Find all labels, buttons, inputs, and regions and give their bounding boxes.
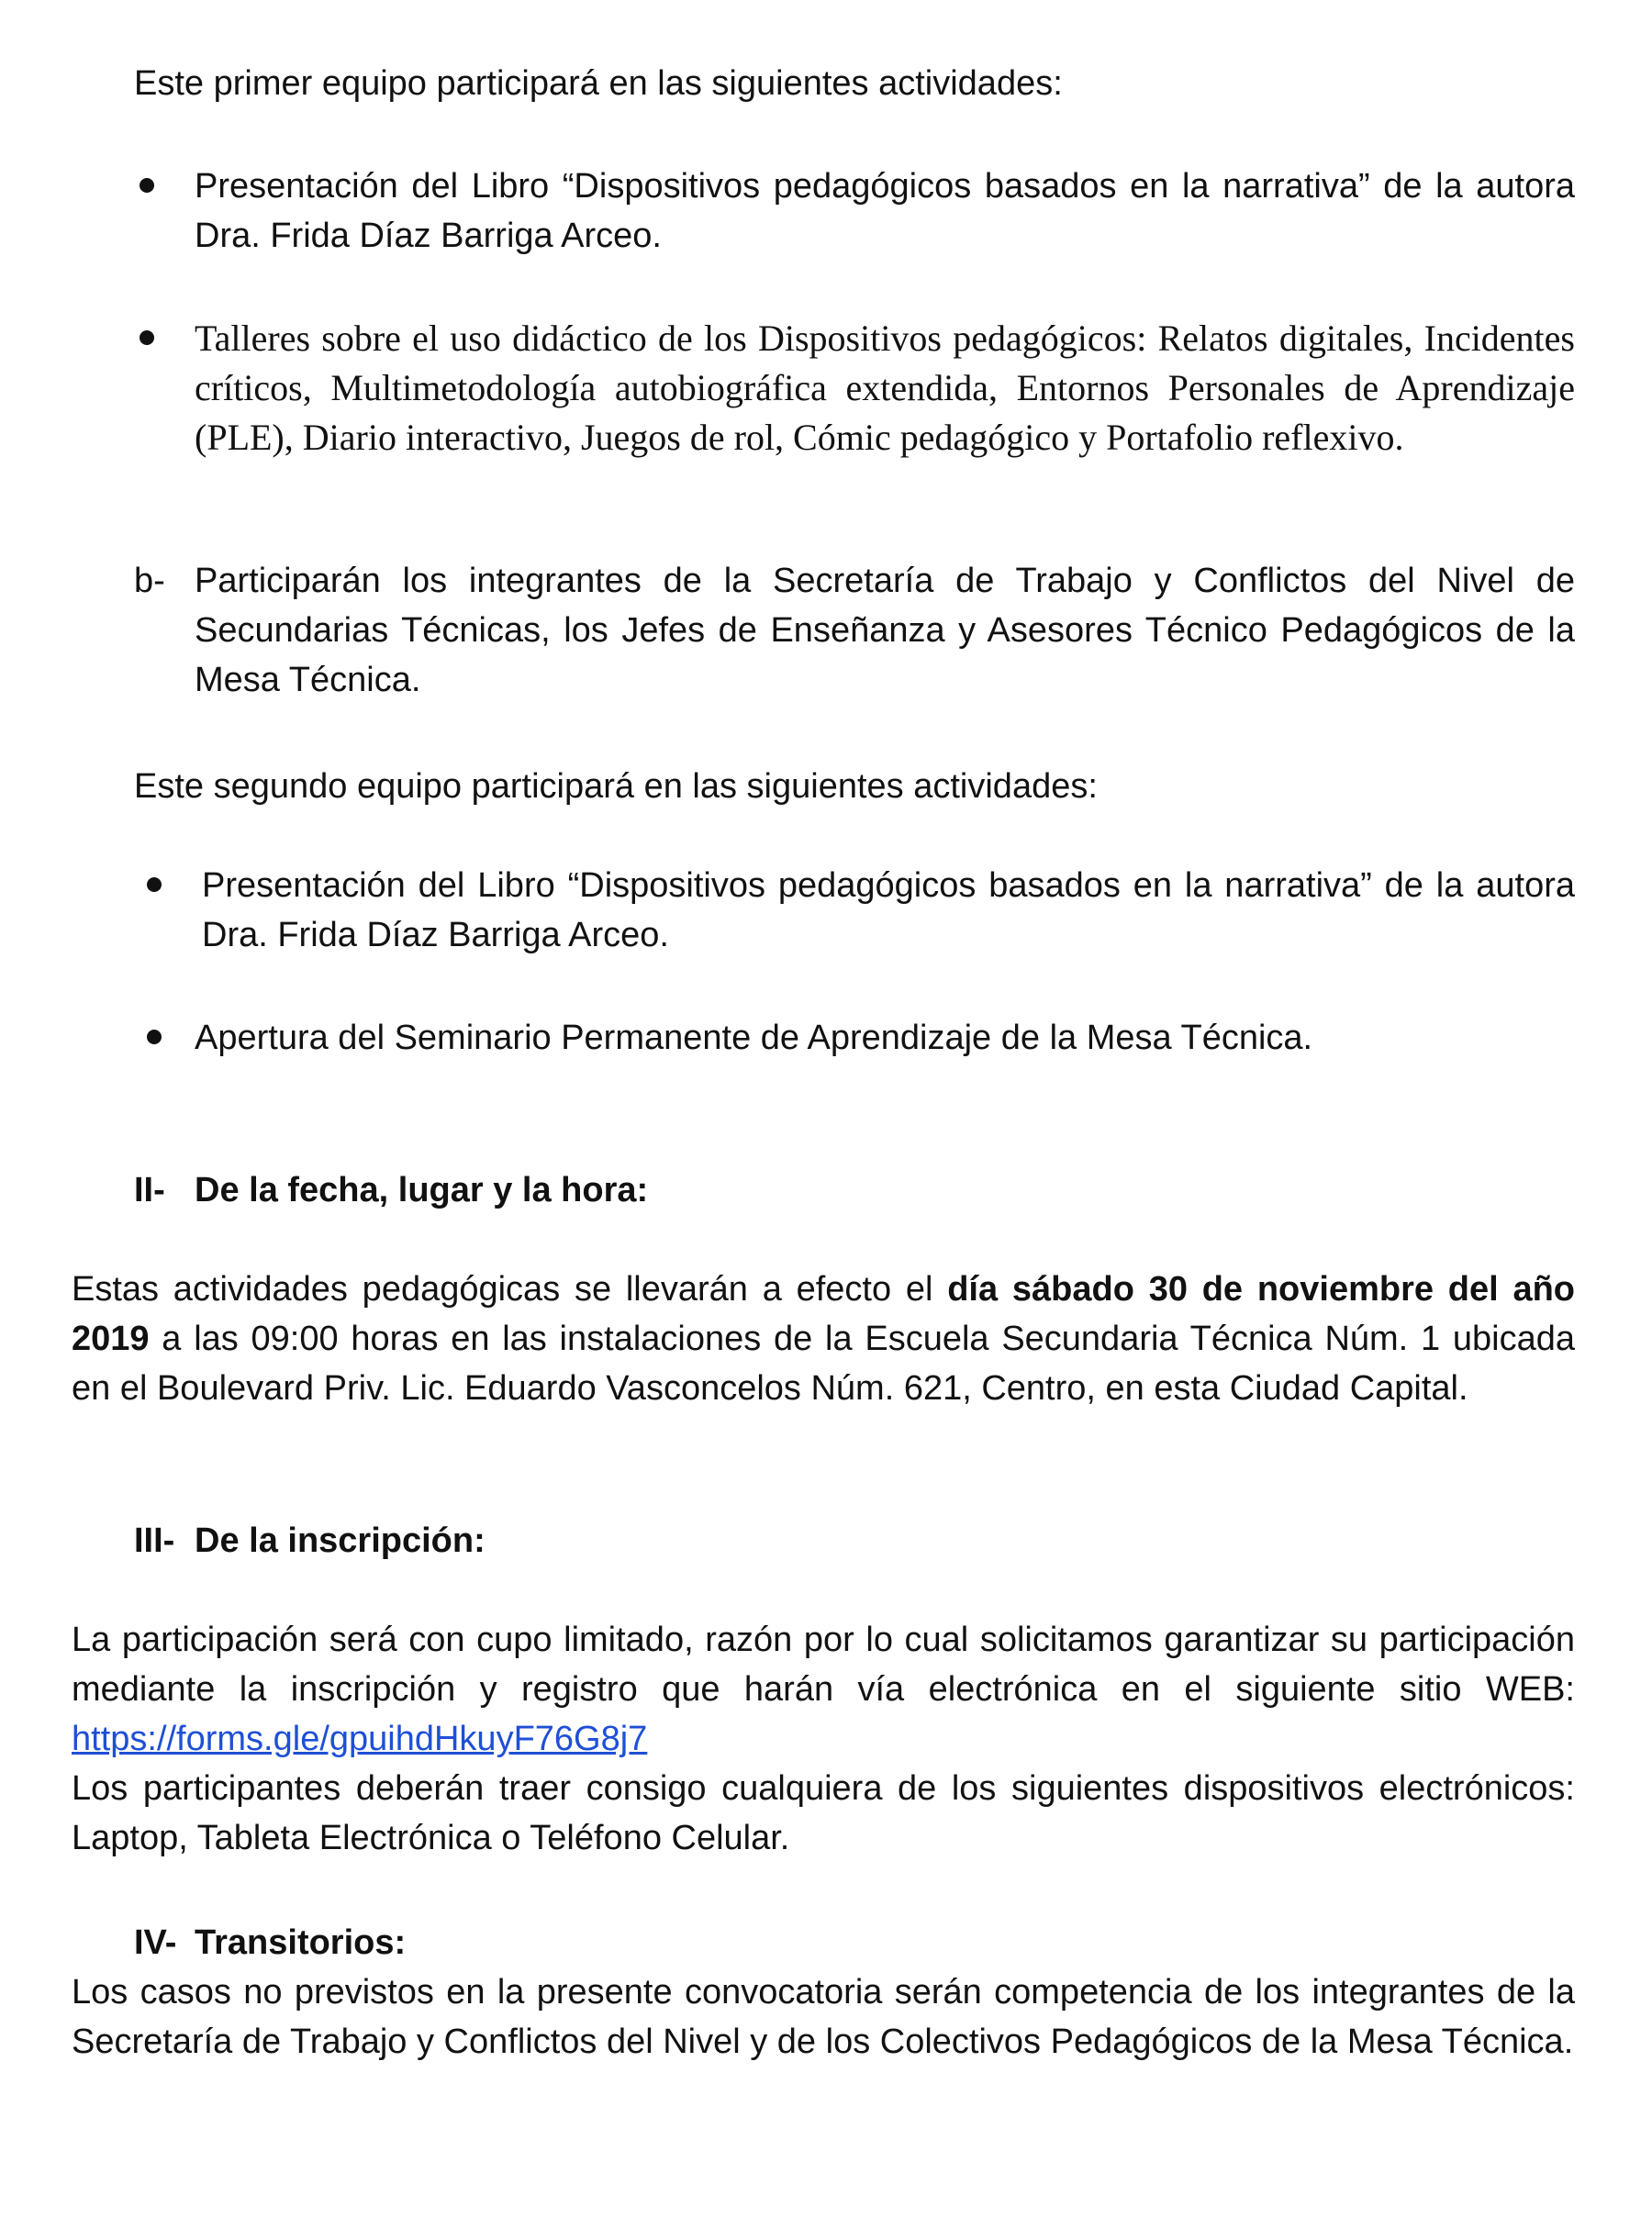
list-label-b: b- (134, 562, 165, 600)
section-number: III- (134, 1521, 175, 1560)
transitory-paragraph: Los casos no previstos en la presente convocatoria serán competencia de los integrantes de la Secretaría de Trabajo y Conflictos del Nivel y de los Colectivos Pedagógicos de la Mesa Técnica. (72, 1973, 1575, 2061)
paragraph-text: La participación será con cupo limitado, razón por lo cual solicitamos garantizar su participación mediante la inscripción y registro que harán vía electrónica en el siguiente sitio WEB: (72, 1621, 1575, 1709)
list-item-b (134, 556, 1575, 705)
second-team-intro: Este segundo equipo participará en las siguientes actividades: (134, 767, 1098, 806)
section-number: IV- (134, 1923, 177, 1962)
registration-form-link[interactable]: https://forms.gle/gpuihdHkuyF76G8j7 (72, 1720, 648, 1758)
bullet-icon (140, 178, 154, 193)
bullet-icon (147, 1030, 162, 1044)
list-item-workshops (134, 314, 1575, 462)
paragraph-text: Estas actividades pedagógicas se llevarán a efecto el (72, 1270, 948, 1309)
registration-paragraph (72, 1615, 1575, 1764)
section-number: II- (134, 1171, 165, 1209)
first-team-intro: Este primer equipo participará en las siguientes actividades: (134, 64, 1063, 103)
section-title: Transitorios: (195, 1923, 407, 1962)
section-title: De la inscripción: (195, 1521, 486, 1560)
list-item-text: Participarán los integrantes de la Secretaría de Trabajo y Conflictos del Nivel de Secundarias Técnicas, los Jefes de Enseñanza y Asesores Técnico Pedagógicos de la Mesa Técnica. (195, 562, 1575, 699)
list-item-book-presentation-1 (134, 162, 1575, 261)
section-title: De la fecha, lugar y la hora: (195, 1171, 649, 1209)
date-place-paragraph (72, 1265, 1575, 1413)
devices-paragraph: Los participantes deberán traer consigo cualquiera de los siguientes dispositivos electrónicos: Laptop, Tableta Electrónica o Teléfono Celular. (72, 1769, 1575, 1857)
bullet-icon (147, 877, 162, 892)
list-item-text: Talleres sobre el uso didáctico de los Dispositivos pedagógicos: Relatos digitales, Incidentes críticos, Multimetodología autobiográfica extendida, Entornos Personales de Aprendizaje (PLE), Diario interactivo, Juegos de rol, Cómic pedagógico y Portafolio reflexivo. (195, 318, 1575, 458)
list-item-text: Apertura del Seminario Permanente de Aprendizaje de la Mesa Técnica. (195, 1019, 1313, 1057)
list-item-text: Presentación del Libro “Dispositivos pedagógicos basados en la narrativa” de la autora Dra. Frida Díaz Barriga Arceo. (195, 167, 1575, 255)
section-heading-transitory (134, 1918, 406, 1967)
list-item-seminar (134, 1013, 1575, 1063)
section-heading-date-place (134, 1165, 648, 1215)
paragraph-text: a las 09:00 horas en las instalaciones de la Escuela Secundaria Técnica Núm. 1 ubicada en el Boulevard Priv. Lic. Eduardo Vasconcelos Núm. 621, Centro, en esta Ciudad Capital. (72, 1320, 1575, 1408)
list-item-book-presentation-2 (134, 861, 1575, 960)
section-heading-registration (134, 1516, 486, 1566)
list-item-text: Presentación del Libro “Dispositivos pedagógicos basados en la narrativa” de la autora Dra. Frida Díaz Barriga Arceo. (202, 866, 1575, 954)
bullet-icon (140, 330, 154, 345)
event-date-bold: día sábado 30 de noviembre del año 2019 (72, 1270, 1575, 1358)
